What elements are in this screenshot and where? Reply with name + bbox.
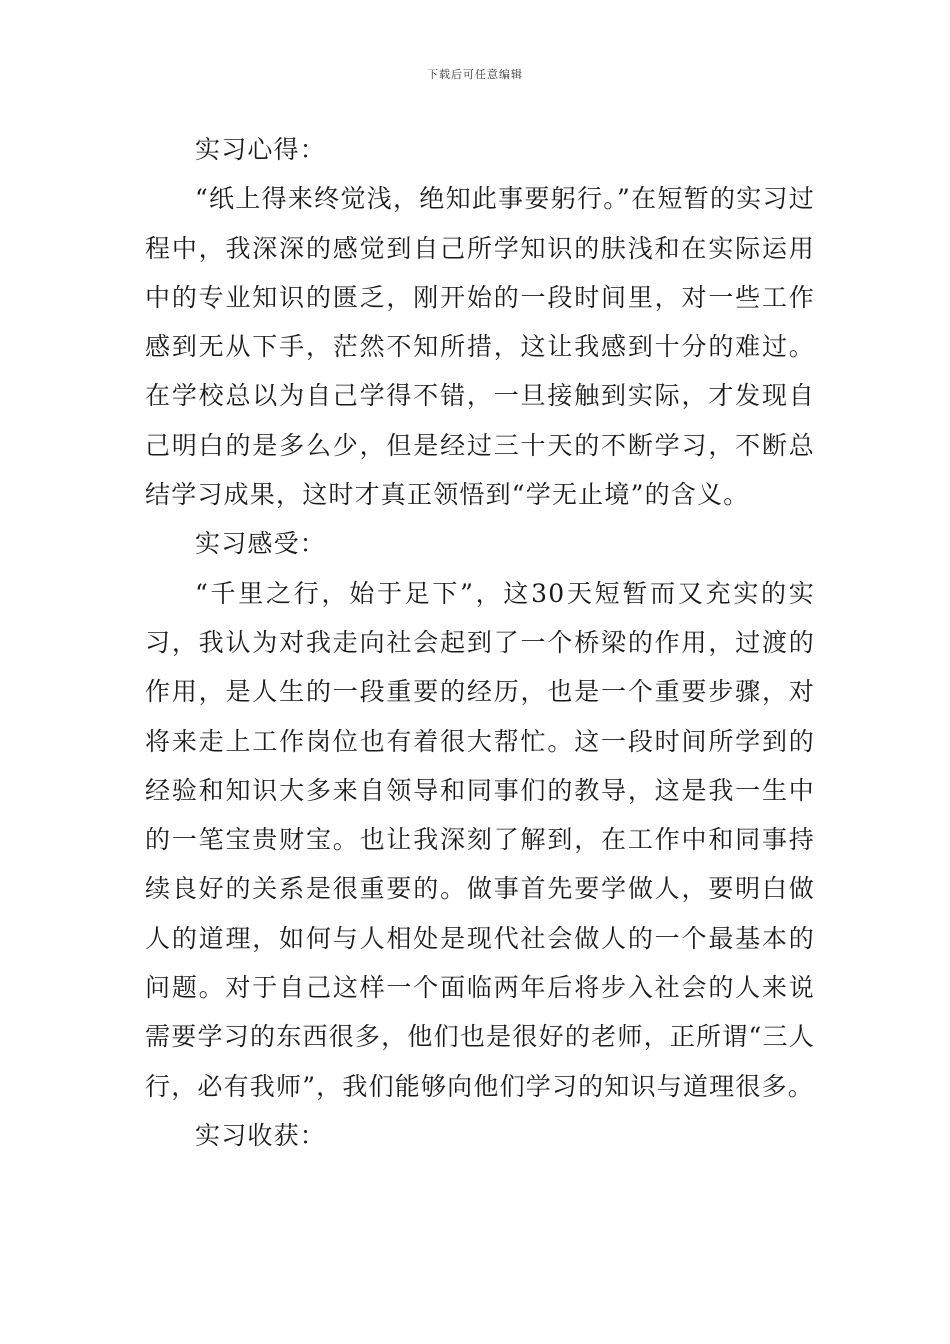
document-body [145, 125, 815, 1160]
paragraph-internship-insights: “纸上得来终觉浅，绝知此事要躬行。”在短暂的实习过程中，我深深的感觉到自己所学知识的肤浅和在实际运用中的专业知识的匮乏，刚开始的一段时间里，对一些工作感到无从下手，茫然不知所措，这让我感到十分的难过。在学校总以为自己学得不错，一旦接触到实际，才发现自己明白的是多么少，但是经过三十天的不断学习，不断总结学习成果，这时才真正领悟到“学无止境”的含义。 [145, 184, 815, 510]
section-heading-internship-gains: 实习收获： [195, 1120, 327, 1150]
section-heading-internship-feelings: 实习感受： [195, 529, 327, 559]
section-heading-internship-insights: 实习心得： [195, 135, 327, 164]
paragraph-internship-feelings: “千里之行，始于足下”，这30天短暂而又充实的实习，我认为对我走向社会起到了一个桥梁的作用，过渡的作用，是人生的一段重要的经历，也是一个重要步骤，对将来走上工作岗位也有着很大帮忙。这一段时间所学到的经验和知识大多来自领导和同事们的教导，这是我一生中的一笔宝贵财宝。也让我深刻了解到，在工作中和同事持续良好的关系是很重要的。做事首先要学做人，要明白做人的道理，如何与人相处是现代社会做人的一个最基本的问题。对于自己这样一个面临两年后将步入社会的人来说需要学习的东西很多，他们也是很好的老师，正所谓“三人行，必有我师”，我们能够向他们学习的知识与道理很多。 [145, 578, 815, 1101]
header-note: 下载后可任意编辑 [427, 68, 523, 81]
